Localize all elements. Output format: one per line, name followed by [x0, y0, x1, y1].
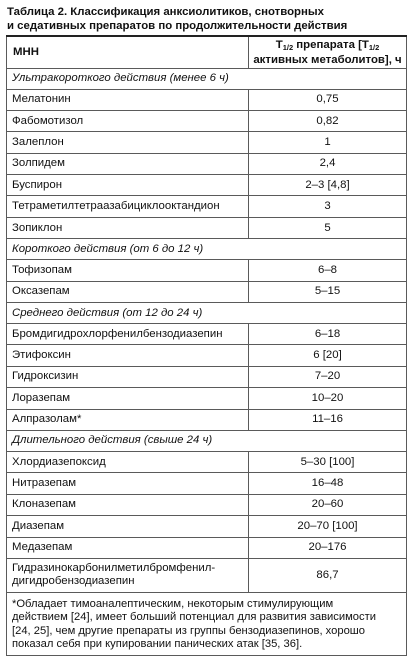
half-life-value: 6 [20]: [249, 345, 407, 366]
table-row: [7, 217, 407, 238]
half-life-value: 0,82: [249, 110, 407, 131]
header-t-1: Т: [275, 38, 283, 51]
group-title: Ультракороткого действия (менее 6 ч): [7, 68, 407, 89]
table-row: [7, 558, 407, 592]
drug-name: Хлордиазепоксид: [7, 451, 249, 472]
group-title: Среднего действия (от 12 до 24 ч): [7, 303, 407, 324]
drug-name: Лоразепам: [7, 388, 249, 409]
table-row: [7, 451, 407, 472]
table-footnote: [7, 592, 407, 655]
half-life-value: 5: [249, 217, 407, 238]
footnote-line-1: *Обладает тимоаналептическим, некоторым стимулирующим: [12, 597, 334, 610]
table-row: [7, 324, 407, 345]
drug-name: [7, 558, 249, 592]
drug-name: Диазепам: [7, 516, 249, 537]
half-life-value: 86,7: [249, 558, 407, 592]
drug-name: Нитразепам: [7, 473, 249, 494]
footnote-row: [7, 592, 407, 655]
table-row: [7, 196, 407, 217]
drug-name-line-1: Гидразинокарбонилметилбромфенил-: [12, 562, 216, 575]
caption-line-1: Таблица 2. Классификация анксиолитиков, снотворных: [7, 6, 324, 18]
drug-name-line-2: дигидробензодиазепин: [12, 575, 135, 588]
drug-name: Гидроксизин: [7, 366, 249, 387]
drug-name: Золпидем: [7, 153, 249, 174]
footnote-line-2: действием [24], имеет больший потенциал для развития зависимости: [12, 611, 376, 624]
drug-name: Бромдигидрохлорфенилбензодиазепин: [7, 324, 249, 345]
table-row: [7, 153, 407, 174]
header-sub-2: 1/2: [368, 42, 380, 52]
header-mnn: МНН: [7, 36, 249, 68]
drug-name: Клоназепам: [7, 494, 249, 515]
drug-name: Тофизопам: [7, 260, 249, 281]
table-row: [7, 260, 407, 281]
drug-name: Мелатонин: [7, 89, 249, 110]
table-row: [7, 110, 407, 131]
table-header-row: [7, 36, 407, 68]
table-row: [7, 494, 407, 515]
group-row: [7, 303, 407, 324]
table-caption: [6, 5, 406, 35]
table-row: [7, 366, 407, 387]
document-page: [6, 5, 406, 656]
table-row: [7, 281, 407, 302]
drug-name: Тетраметилтетраазабициклооктандион: [7, 196, 249, 217]
header-half-life: [249, 36, 407, 68]
half-life-value: 20–60: [249, 494, 407, 515]
classification-table: [6, 35, 407, 656]
half-life-value: 11–16: [249, 409, 407, 430]
group-title: Длительного действия (свыше 24 ч): [7, 430, 407, 451]
table-row: [7, 473, 407, 494]
drug-name: Фабомотизол: [7, 110, 249, 131]
caption-line-2: и седативных препаратов по продолжительности действия: [7, 20, 348, 32]
header-sub-1: 1/2: [282, 42, 294, 52]
half-life-value: 0,75: [249, 89, 407, 110]
table-row: [7, 132, 407, 153]
drug-name: Оксазепам: [7, 281, 249, 302]
half-life-value: 2,4: [249, 153, 407, 174]
drug-name: Буспирон: [7, 175, 249, 196]
table-row: [7, 516, 407, 537]
drug-name: Залеплон: [7, 132, 249, 153]
half-life-value: 3: [249, 196, 407, 217]
table-row: [7, 175, 407, 196]
header-line-2: активных метаболитов], ч: [253, 53, 402, 66]
half-life-value: 1: [249, 132, 407, 153]
group-row: [7, 430, 407, 451]
group-row: [7, 68, 407, 89]
half-life-value: 10–20: [249, 388, 407, 409]
table-row: [7, 409, 407, 430]
half-life-value: 6–8: [249, 260, 407, 281]
table-row: [7, 537, 407, 558]
half-life-value: 20–70 [100]: [249, 516, 407, 537]
table-row: [7, 345, 407, 366]
half-life-value: 7–20: [249, 366, 407, 387]
header-mid: препарата [Т: [293, 38, 369, 51]
half-life-value: 20–176: [249, 537, 407, 558]
table-row: [7, 89, 407, 110]
drug-name: Медазепам: [7, 537, 249, 558]
half-life-value: 6–18: [249, 324, 407, 345]
half-life-value: 16–48: [249, 473, 407, 494]
half-life-value: 5–30 [100]: [249, 451, 407, 472]
table-row: [7, 388, 407, 409]
half-life-value: 5–15: [249, 281, 407, 302]
drug-name: Зопиклон: [7, 217, 249, 238]
group-row: [7, 239, 407, 260]
drug-name: Алпразолам*: [7, 409, 249, 430]
footnote-line-4: показал себя при купировании панических атак [35, 36].: [12, 637, 303, 650]
footnote-line-3: [24, 25], чем другие препараты из группы бензодиазепинов, хорошо: [12, 624, 366, 637]
drug-name: Этифоксин: [7, 345, 249, 366]
group-title: Короткого действия (от 6 до 12 ч): [7, 239, 407, 260]
half-life-value: 2–3 [4,8]: [249, 175, 407, 196]
